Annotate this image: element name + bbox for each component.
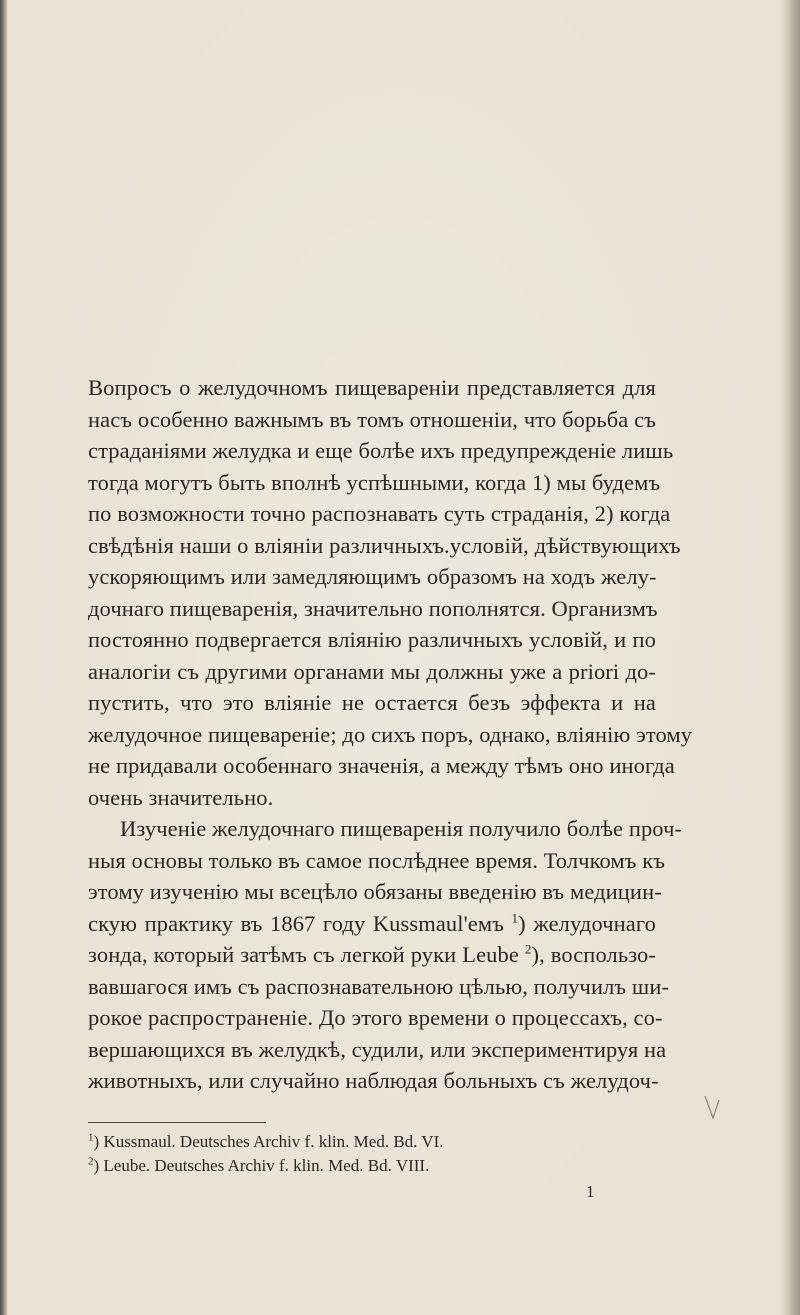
text-line-18 [88, 908, 656, 940]
text-line-18-head: скую практику въ 1867 году Kussmaul'емъ [88, 910, 504, 936]
text-line-17: этому изученію мы всецѣло обязаны введенію въ медицин- [88, 879, 662, 904]
text-line-3: страданіями желудка и еще болѣе ихъ предупрежденіе лишь [88, 438, 674, 463]
text-line-12: желудочное пищевареніе; до сихъ поръ, однако, вліянію этому [88, 721, 693, 747]
text-line-18-tail: ) желудочнаго [518, 910, 656, 936]
page-right-edge-shadow [778, 0, 800, 1315]
text-line-8: дочнаго пищеваренія, значительно пополнятся. Организмъ [88, 595, 658, 621]
footnote-1 [88, 1130, 656, 1154]
text-line-15: Изученіе желудочнаго пищеваренія получило болѣе проч- [120, 816, 683, 841]
text-line-10: аналогіи съ другими органами мы должны уже a priori до- [88, 658, 656, 684]
text-line-13: не придавали особеннаго значенія, а между тѣмъ оно иногда [88, 753, 675, 778]
footnotes [88, 1130, 656, 1178]
text-line-6: свѣдѣнія наши о вліяніи различныхъ.условій, дѣйствующихъ [88, 532, 681, 558]
footnote-ref-1: 1 [511, 910, 519, 925]
footnote-mark-2: 2 [88, 1155, 94, 1168]
text-line-14: очень значительно. [88, 784, 274, 810]
main-text [88, 372, 693, 1097]
text-line-21: рокое распространеніе. До этого времени о процессахъ, со- [88, 1005, 663, 1030]
pencil-mark-icon [702, 1092, 722, 1122]
text-line-2: насъ особенно важнымъ въ томъ отношеніи, что борьба съ [88, 406, 656, 432]
page-left-edge-shadow [0, 0, 8, 1315]
text-line-20: вавшагося имъ съ распознавательною цѣлью, получилъ ши- [88, 973, 670, 999]
text-line-19-head: зонда, который затѣмъ съ легкой руки Leube [88, 942, 519, 967]
text-line-5: по возможности точно распознавать суть страданія, 2) когда [88, 501, 671, 526]
text-line-11: пустить, что это вліяніе не остается безъ эффекта и на [88, 690, 656, 715]
footnote-text-2: ) Leube. Deutsches Archiv f. klin. Med. Bd. VIII. [93, 1156, 430, 1175]
text-line-19 [88, 939, 656, 971]
text-line-22: вершающихся въ желудкѣ, судили, или экспериментируя на [88, 1036, 667, 1062]
text-line-16: ныя основы только въ самое послѣднее время. Толчкомъ къ [88, 847, 665, 873]
footnote-ref-2: 2 [524, 941, 532, 957]
text-line-4: тогда могутъ быть вполнѣ успѣшными, когда 1) мы будемъ [88, 469, 661, 495]
text-line-19-tail: ), воспользо- [531, 942, 656, 967]
page-number: 1 [586, 1182, 595, 1201]
footnote-mark-1: 1 [88, 1131, 94, 1144]
text-line-1: Вопросъ о желудочномъ пищевареніи представляется для [88, 375, 656, 400]
text-line-23: животныхъ, или случайно наблюдая больныхъ съ желудоч- [88, 1068, 659, 1093]
text-line-9: постоянно подвергается вліянію различныхъ условій, и по [88, 627, 656, 652]
footnote-text-1: ) Kussmaul. Deutsches Archiv f. klin. Med. Bd. VI. [93, 1132, 444, 1151]
text-line-7: ускоряющимъ или замедляющимъ образомъ на ходъ желу- [88, 564, 657, 589]
footnote-2 [88, 1154, 656, 1178]
footnote-separator [88, 1122, 266, 1123]
